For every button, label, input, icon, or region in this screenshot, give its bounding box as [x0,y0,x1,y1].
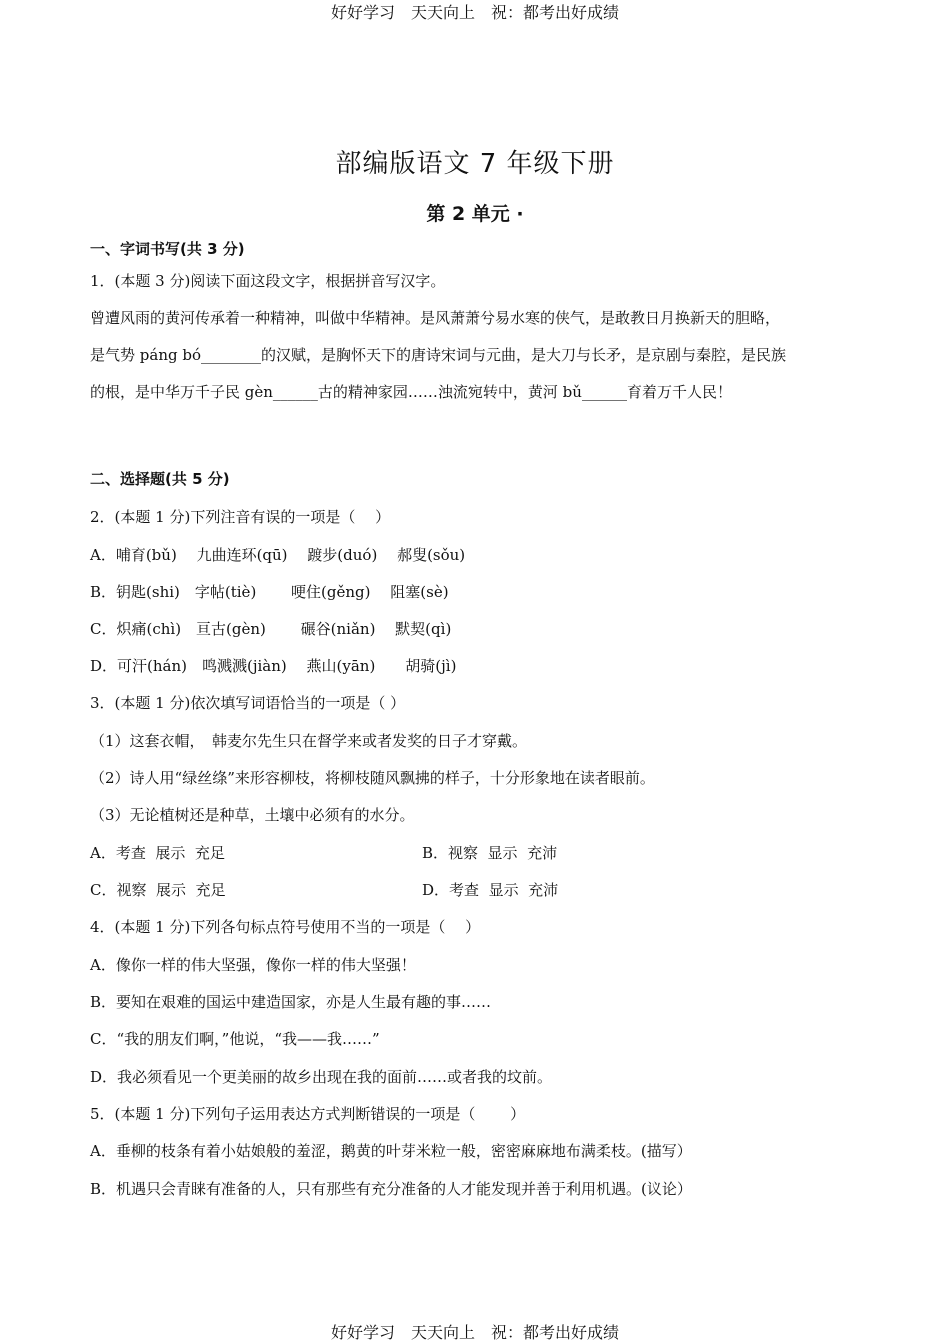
question-5-stem: 5．(本题 1 分)下列句子运用表达方式判断错误的一项是（ ） [90,1105,526,1123]
section-heading-2: 二、选择题(共 5 分) [90,470,230,488]
page-footer: 好好学习 天天向上 祝：都考出好成绩 [330,1323,619,1342]
question-2-option-c: C．炽痛(chì) 亘古(gèn) 碾谷(niǎn) 默契(qì) [90,620,452,638]
document-subtitle: 第 2 单元 · [426,203,524,225]
question-3-sentence-1: （1）这套衣帽， 韩麦尔先生只在督学来或者发奖的日子才穿戴。 [90,732,528,750]
question-1-passage-line-2: 是气势 páng bó________的汉赋，是胸怀天下的唐诗宋词与元曲，是大刀与长矛，是京剧与秦腔，是民族 [90,346,786,364]
question-2-option-a: A．哺育(bǔ) 九曲连环(qū) 踱步(duó) 郝叟(sǒu) [90,546,466,564]
document-title: 部编版语文 7 年级下册 [335,149,615,179]
question-3-sentence-2: （2）诗人用“绿丝绦”来形容柳枝，将柳枝随风飘拂的样子，十分形象地在读者眼前。 [90,769,655,787]
question-1-stem: 1．(本题 3 分)阅读下面这段文字，根据拼音写汉字。 [90,272,446,290]
question-4-stem: 4．(本题 1 分)下列各句标点符号使用不当的一项是（ ） [90,918,481,936]
page-header: 好好学习 天天向上 祝：都考出好成绩 [330,3,619,22]
question-5-option-a: A．垂柳的枝条有着小姑娘般的羞涩，鹅黄的叶芽米粒一般，密密麻麻地布满柔枝。(描写） [90,1142,692,1160]
question-3-stem: 3．(本题 1 分)依次填写词语恰当的一项是（ ） [90,694,406,712]
question-1-passage-line-3: 的根，是中华万千子民 gèn______古的精神家园……浊流宛转中，黄河 bǔ______育着万千人民！ [90,383,732,401]
question-3-option-d: D．考查 显示 充沛 [422,881,559,899]
question-3-option-b: B．视察 显示 充沛 [422,844,558,862]
question-5-option-b: B．机遇只会青睐有准备的人，只有那些有充分准备的人才能发现并善于利用机遇。(议论） [90,1180,692,1198]
section-heading-1: 一、字词书写(共 3 分) [90,240,245,258]
question-2-option-d: D．可汗(hán) 鸣溅溅(jiàn) 燕山(yān) 胡骑(jì) [90,657,457,675]
question-4-option-d: D．我必须看见一个更美丽的故乡出现在我的面前……或者我的坟前。 [90,1068,553,1086]
question-3-sentence-3: （3）无论植树还是种草，土壤中必须有的水分。 [90,806,415,824]
question-2-option-b: B．钥匙(shi) 字帖(tiè) 哽住(gěng) 阻塞(sè) [90,583,449,601]
question-3-option-a: A．考查 展示 充足 [90,844,225,862]
question-1-passage-line-1: 曾遭风雨的黄河传承着一种精神，叫做中华精神。是风萧萧兮易水寒的侠气，是敢教日月换新天的胆略， [90,309,781,327]
question-4-option-c: C．“我的朋友们啊，”他说，“我——我……” [90,1030,380,1048]
question-4-option-a: A．像你一样的伟大坚强，像你一样的伟大坚强！ [90,956,416,974]
question-2-stem: 2．(本题 1 分)下列注音有误的一项是（ ） [90,508,391,526]
question-4-option-b: B．要知在艰难的国运中建造国家，亦是人生最有趣的事…… [90,993,492,1011]
question-3-option-c: C．视察 展示 充足 [90,881,226,899]
